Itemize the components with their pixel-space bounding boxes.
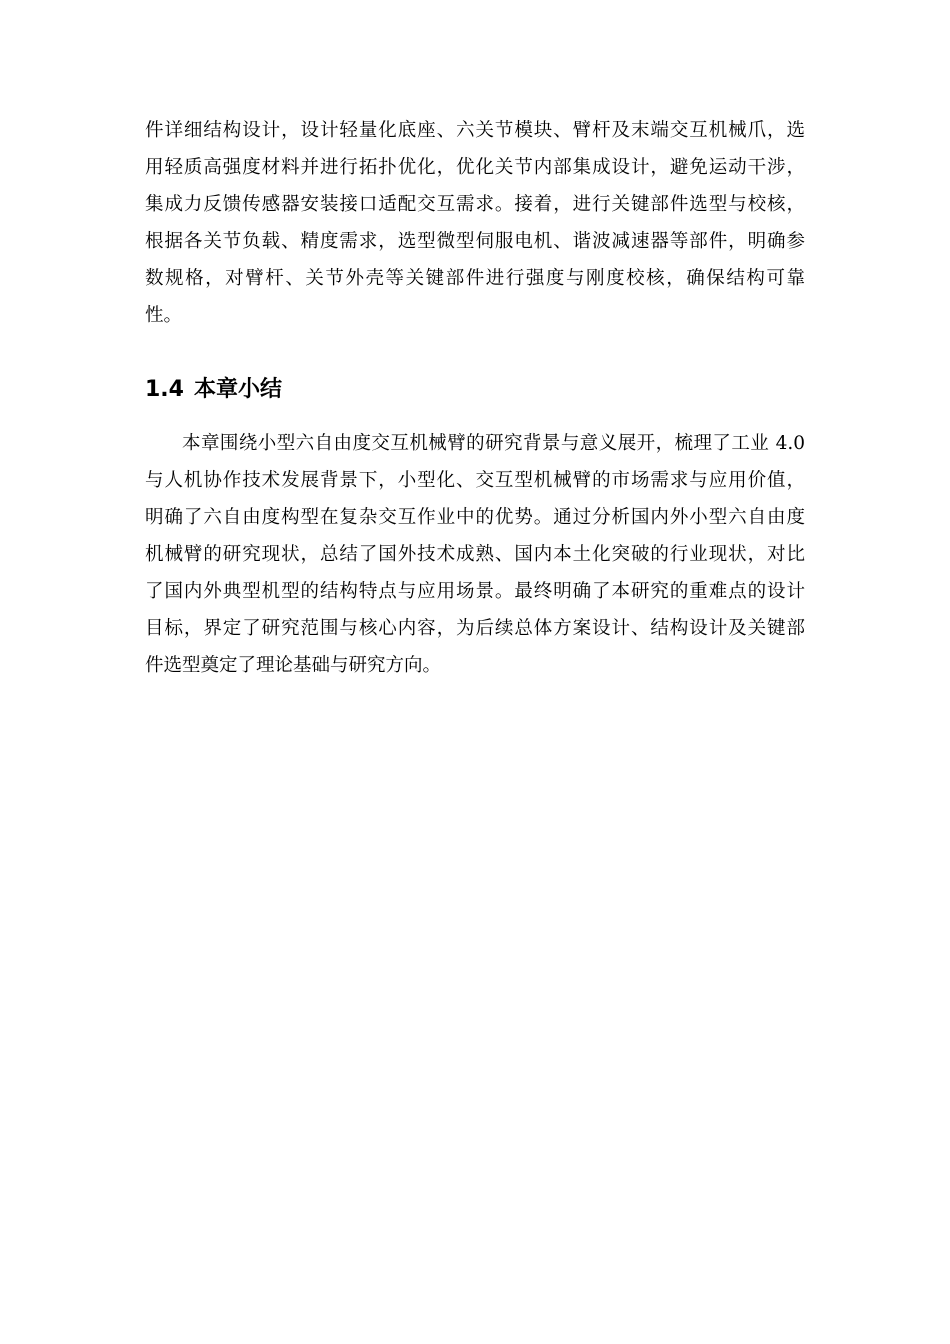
section-number: 1.4 <box>145 377 184 402</box>
paragraph-line: 本章围绕小型六自由度交互机械臂的研究背景与意义展开，梳理了工业 4.0 <box>182 433 805 454</box>
body-paragraph-chapter-summary <box>145 425 805 684</box>
body-paragraph-structure-design <box>145 112 805 334</box>
paragraph-line: 件详细结构设计，设计轻量化底座、六关节模块、臂杆及末端交互机械爪，选 <box>145 120 805 141</box>
paragraph-line: 了国内外典型机型的结构特点与应用场景。最终明确了本研究的重难点的设计 <box>145 581 805 602</box>
paragraph-line: 根据各关节负载、精度需求，选型微型伺服电机、谐波减速器等部件，明确参 <box>145 231 805 252</box>
paragraph-line: 与人机协作技术发展背景下，小型化、交互型机械臂的市场需求与应用价值， <box>145 470 805 491</box>
paragraph-line: 集成力反馈传感器安装接口适配交互需求。接着，进行关键部件选型与校核， <box>145 194 805 215</box>
section-title: 本章小结 <box>193 377 282 402</box>
paragraph-line: 明确了六自由度构型在复杂交互作业中的优势。通过分析国内外小型六自由度 <box>145 507 805 528</box>
paragraph-line: 件选型奠定了理论基础与研究方向。 <box>145 655 442 676</box>
paragraph-line: 机械臂的研究现状，总结了国外技术成熟、国内本土化突破的行业现状，对比 <box>145 544 805 565</box>
paragraph-line: 数规格，对臂杆、关节外壳等关键部件进行强度与刚度校核，确保结构可靠 <box>145 268 805 289</box>
paragraph-line: 性。 <box>145 305 183 326</box>
paragraph-line: 目标，界定了研究范围与核心内容，为后续总体方案设计、结构设计及关键部 <box>145 618 805 639</box>
paragraph-line: 用轻质高强度材料并进行拓扑优化，优化关节内部集成设计，避免运动干涉， <box>145 157 805 178</box>
section-heading <box>145 370 282 410</box>
